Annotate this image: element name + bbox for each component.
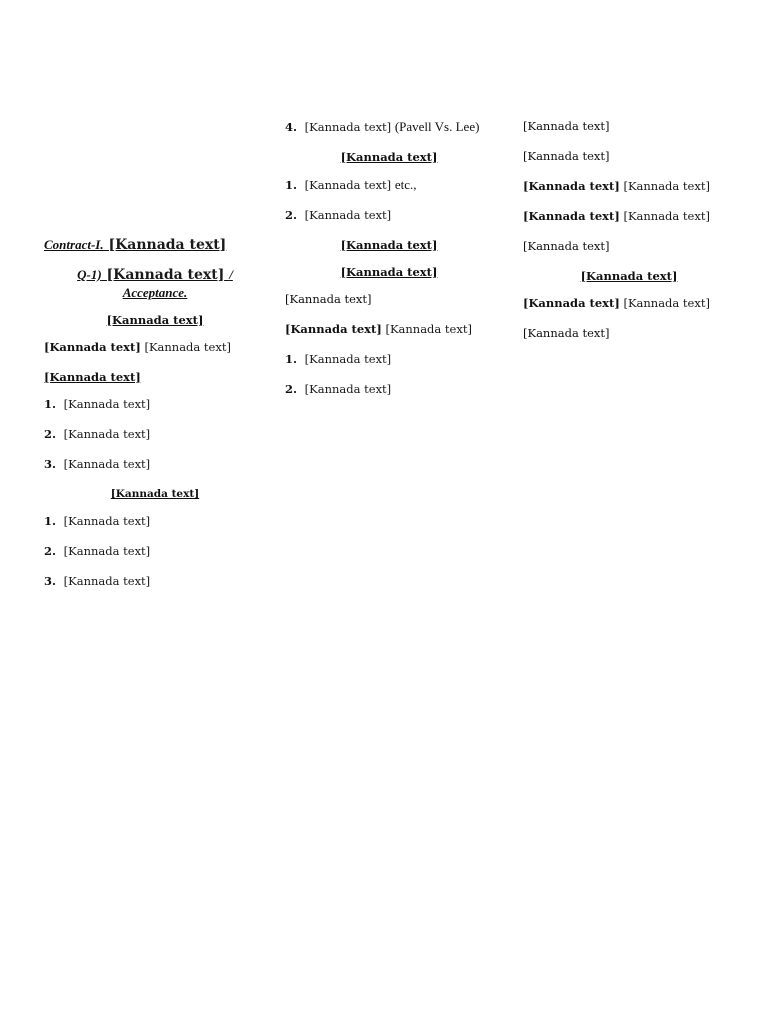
heading-need: [Kannada text] <box>110 488 200 500</box>
notice-paragraph: [Kannada text] <box>523 326 610 340</box>
section-4-text: [Kannada text] <box>623 296 710 310</box>
not-needed-point-2 <box>285 207 493 224</box>
not-needed-point-1-text: [Kannada text] <box>304 178 392 192</box>
section-7-label: [Kannada text] <box>285 322 382 336</box>
case-reference: (Pavell Vs. Lee) <box>394 119 480 134</box>
need-point-2-num: 2. <box>44 544 57 558</box>
section-7-point-1 <box>285 351 493 368</box>
section-4-label: [Kannada text] <box>523 296 620 310</box>
question-heading <box>44 266 266 302</box>
heading-completion: [Kannada text] <box>580 269 678 283</box>
main-point-3-num: 3. <box>44 457 57 471</box>
partial-label: [Kannada text] <box>523 209 620 223</box>
page-title <box>44 236 266 254</box>
not-needed-point-1-suffix: etc., <box>394 177 417 192</box>
section-4-paragraph <box>523 295 735 312</box>
heading-essentials: [Kannada text] <box>106 313 204 327</box>
partial-paragraph <box>523 208 735 225</box>
offer-paragraph: [Kannada text] <box>285 292 372 306</box>
heading-not-needed: [Kannada text] <box>340 150 438 164</box>
main-point-3-text: [Kannada text] <box>63 457 151 471</box>
need-point-1 <box>44 513 266 530</box>
method-paragraph: [Kannada text] <box>523 149 610 163</box>
need-point-1-text: [Kannada text] <box>63 514 151 528</box>
not-needed-point-1 <box>285 176 493 194</box>
main-point-3 <box>44 456 266 473</box>
not-needed-point-2-text: [Kannada text] <box>304 208 392 222</box>
point-4 <box>285 118 493 136</box>
need-point-2 <box>44 543 266 560</box>
not-needed-point-2-num: 2. <box>285 208 298 222</box>
section-2b-text: [Kannada text] <box>144 340 231 354</box>
column-left <box>44 0 266 1024</box>
question-prefix: Q-1) <box>77 267 102 282</box>
section-7-point-2-text: [Kannada text] <box>304 382 392 396</box>
need-point-1-num: 1. <box>44 514 57 528</box>
section-2b-label: [Kannada text] <box>44 340 141 354</box>
section-7-point-1-num: 1. <box>285 352 298 366</box>
main-point-2-num: 2. <box>44 427 57 441</box>
heading-main-points: [Kannada text] <box>44 370 141 384</box>
question-suffix: / Acceptance. <box>122 267 233 300</box>
partial-text: [Kannada text] <box>623 209 710 223</box>
main-point-2 <box>44 426 266 443</box>
section-7-text: [Kannada text] <box>385 322 472 336</box>
need-point-2-text: [Kannada text] <box>63 544 151 558</box>
main-point-1 <box>44 396 266 413</box>
not-needed-point-1-num: 1. <box>285 178 298 192</box>
column-right <box>523 0 735 1024</box>
main-point-2-text: [Kannada text] <box>63 427 151 441</box>
intro-paragraph: [Kannada text] <box>523 119 610 133</box>
section-7-point-2-num: 2. <box>285 382 298 396</box>
main-point-1-text: [Kannada text] <box>63 397 151 411</box>
page-title-prefix: Contract-I. <box>44 237 104 252</box>
need-point-3 <box>44 573 266 590</box>
section-7-point-2 <box>285 381 493 398</box>
question-kannada: [Kannada text] <box>106 267 225 283</box>
complete-paragraph: [Kannada text] <box>523 239 610 253</box>
point-4-text: [Kannada text] <box>304 120 392 134</box>
section-7-point-1-text: [Kannada text] <box>304 352 392 366</box>
tentative-paragraph <box>523 178 735 195</box>
tentative-label: [Kannada text] <box>523 179 620 193</box>
heading-method: [Kannada text] <box>340 238 438 252</box>
main-point-1-num: 1. <box>44 397 57 411</box>
section-2b-paragraph <box>44 339 266 356</box>
point-4-num: 4. <box>285 120 298 134</box>
heading-offer-acceptance: [Kannada text] <box>340 265 438 279</box>
section-7-paragraph <box>285 321 493 338</box>
need-point-3-text: [Kannada text] <box>63 574 151 588</box>
column-middle <box>285 0 493 1024</box>
tentative-text: [Kannada text] <box>623 179 710 193</box>
page-title-suffix: [Kannada text] <box>108 237 227 253</box>
need-point-3-num: 3. <box>44 574 57 588</box>
